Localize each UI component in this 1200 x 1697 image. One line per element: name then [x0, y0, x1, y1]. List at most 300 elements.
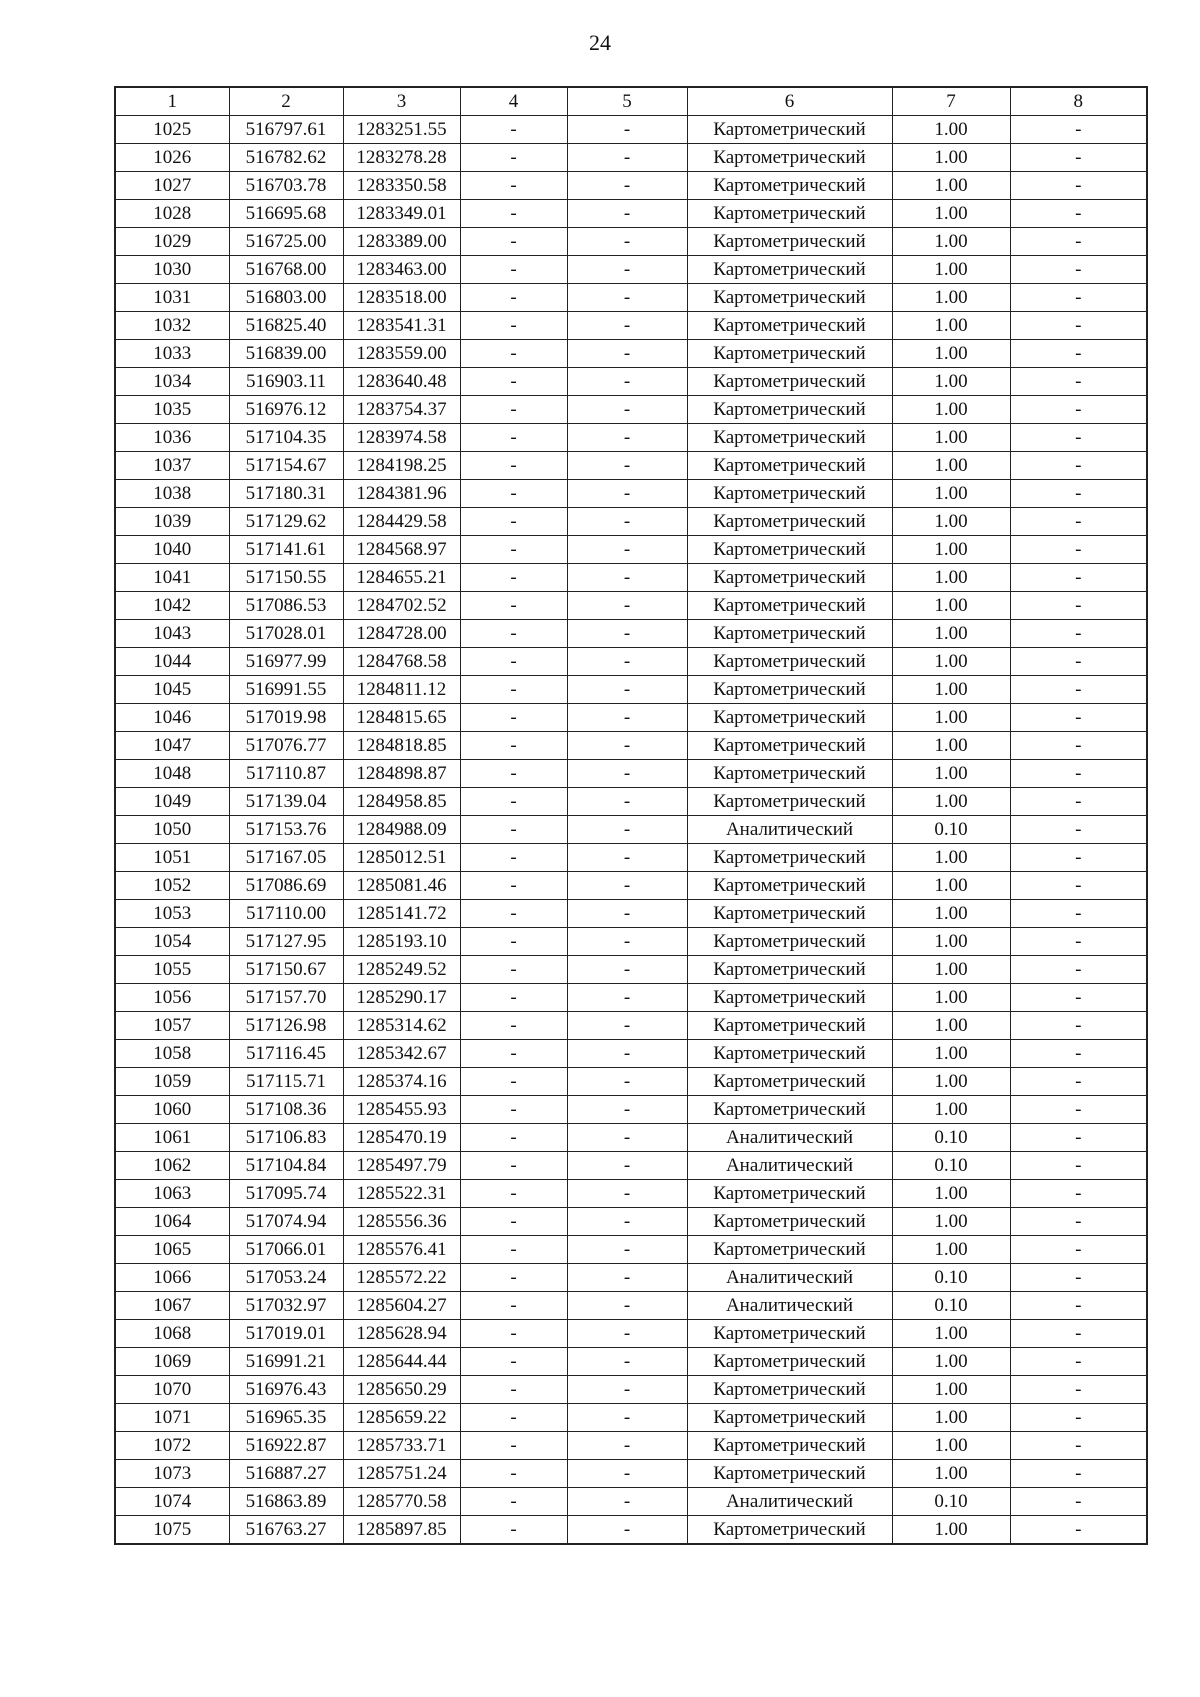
point-number-cell: 1070	[115, 1376, 229, 1404]
point-number-cell: 1046	[115, 704, 229, 732]
accuracy-cell: 1.00	[892, 284, 1010, 312]
column-8-cell: -	[1010, 1236, 1147, 1264]
column-4-cell: -	[460, 928, 567, 956]
column-4-cell: -	[460, 1012, 567, 1040]
table-row	[115, 312, 1147, 340]
column-4-cell: -	[460, 1152, 567, 1180]
x-coordinate-cell: 517127.95	[229, 928, 343, 956]
point-number-cell: 1025	[115, 116, 229, 144]
column-4-cell: -	[460, 760, 567, 788]
y-coordinate-cell: 1283518.00	[343, 284, 460, 312]
column-5-cell: -	[567, 424, 687, 452]
y-coordinate-cell: 1283754.37	[343, 396, 460, 424]
x-coordinate-cell: 517086.53	[229, 592, 343, 620]
method-cell: Картометрический	[687, 228, 892, 256]
column-8-cell: -	[1010, 144, 1147, 172]
accuracy-cell: 1.00	[892, 956, 1010, 984]
column-5-cell: -	[567, 620, 687, 648]
column-8-cell: -	[1010, 284, 1147, 312]
column-8-cell: -	[1010, 1180, 1147, 1208]
point-number-cell: 1047	[115, 732, 229, 760]
point-number-cell: 1053	[115, 900, 229, 928]
table-row	[115, 1040, 1147, 1068]
column-5-cell: -	[567, 900, 687, 928]
x-coordinate-cell: 516922.87	[229, 1432, 343, 1460]
point-number-cell: 1026	[115, 144, 229, 172]
point-number-cell: 1074	[115, 1488, 229, 1516]
x-coordinate-cell: 517076.77	[229, 732, 343, 760]
column-4-cell: -	[460, 1404, 567, 1432]
x-coordinate-cell: 517086.69	[229, 872, 343, 900]
accuracy-cell: 1.00	[892, 508, 1010, 536]
table-row	[115, 984, 1147, 1012]
method-cell: Картометрический	[687, 396, 892, 424]
y-coordinate-cell: 1285556.36	[343, 1208, 460, 1236]
x-coordinate-cell: 517104.35	[229, 424, 343, 452]
y-coordinate-cell: 1284811.12	[343, 676, 460, 704]
accuracy-cell: 1.00	[892, 1236, 1010, 1264]
point-number-cell: 1041	[115, 564, 229, 592]
table-row	[115, 536, 1147, 564]
y-coordinate-cell: 1284381.96	[343, 480, 460, 508]
y-coordinate-cell: 1285081.46	[343, 872, 460, 900]
page-number: 24	[589, 30, 611, 55]
column-header: 7	[892, 87, 1010, 116]
column-4-cell: -	[460, 368, 567, 396]
table-row	[115, 1096, 1147, 1124]
x-coordinate-cell: 517104.84	[229, 1152, 343, 1180]
column-8-cell: -	[1010, 368, 1147, 396]
column-4-cell: -	[460, 1460, 567, 1488]
x-coordinate-cell: 517141.61	[229, 536, 343, 564]
column-4-cell: -	[460, 452, 567, 480]
table-row	[115, 1292, 1147, 1320]
column-5-cell: -	[567, 200, 687, 228]
column-8-cell: -	[1010, 200, 1147, 228]
point-number-cell: 1059	[115, 1068, 229, 1096]
accuracy-cell: 1.00	[892, 340, 1010, 368]
table-row	[115, 480, 1147, 508]
column-8-cell: -	[1010, 116, 1147, 144]
table-row	[115, 816, 1147, 844]
method-cell: Картометрический	[687, 844, 892, 872]
y-coordinate-cell: 1285314.62	[343, 1012, 460, 1040]
x-coordinate-cell: 517053.24	[229, 1264, 343, 1292]
column-4-cell: -	[460, 872, 567, 900]
table-row	[115, 732, 1147, 760]
x-coordinate-cell: 517019.98	[229, 704, 343, 732]
x-coordinate-cell: 516887.27	[229, 1460, 343, 1488]
point-number-cell: 1055	[115, 956, 229, 984]
method-cell: Картометрический	[687, 1376, 892, 1404]
column-8-cell: -	[1010, 172, 1147, 200]
table-row	[115, 172, 1147, 200]
column-4-cell: -	[460, 200, 567, 228]
point-number-cell: 1073	[115, 1460, 229, 1488]
x-coordinate-cell: 516825.40	[229, 312, 343, 340]
x-coordinate-cell: 517110.00	[229, 900, 343, 928]
column-5-cell: -	[567, 452, 687, 480]
column-8-cell: -	[1010, 1264, 1147, 1292]
point-number-cell: 1032	[115, 312, 229, 340]
column-5-cell: -	[567, 788, 687, 816]
column-8-cell: -	[1010, 1012, 1147, 1040]
point-number-cell: 1064	[115, 1208, 229, 1236]
method-cell: Картометрический	[687, 1516, 892, 1545]
y-coordinate-cell: 1284988.09	[343, 816, 460, 844]
point-number-cell: 1029	[115, 228, 229, 256]
point-number-cell: 1056	[115, 984, 229, 1012]
method-cell: Картометрический	[687, 1180, 892, 1208]
column-5-cell: -	[567, 1376, 687, 1404]
table-row	[115, 368, 1147, 396]
x-coordinate-cell: 516797.61	[229, 116, 343, 144]
column-5-cell: -	[567, 844, 687, 872]
point-number-cell: 1062	[115, 1152, 229, 1180]
column-8-cell: -	[1010, 984, 1147, 1012]
x-coordinate-cell: 517108.36	[229, 1096, 343, 1124]
method-cell: Картометрический	[687, 480, 892, 508]
column-8-cell: -	[1010, 508, 1147, 536]
accuracy-cell: 1.00	[892, 676, 1010, 704]
point-number-cell: 1071	[115, 1404, 229, 1432]
method-cell: Картометрический	[687, 788, 892, 816]
accuracy-cell: 1.00	[892, 1432, 1010, 1460]
table-row	[115, 1320, 1147, 1348]
column-5-cell: -	[567, 396, 687, 424]
column-8-cell: -	[1010, 956, 1147, 984]
column-4-cell: -	[460, 1432, 567, 1460]
x-coordinate-cell: 517167.05	[229, 844, 343, 872]
method-cell: Картометрический	[687, 592, 892, 620]
column-4-cell: -	[460, 592, 567, 620]
column-4-cell: -	[460, 1320, 567, 1348]
y-coordinate-cell: 1285733.71	[343, 1432, 460, 1460]
accuracy-cell: 1.00	[892, 536, 1010, 564]
x-coordinate-cell: 516725.00	[229, 228, 343, 256]
y-coordinate-cell: 1285455.93	[343, 1096, 460, 1124]
table-row	[115, 1068, 1147, 1096]
column-8-cell: -	[1010, 1292, 1147, 1320]
column-5-cell: -	[567, 816, 687, 844]
accuracy-cell: 1.00	[892, 116, 1010, 144]
table-row	[115, 424, 1147, 452]
y-coordinate-cell: 1284702.52	[343, 592, 460, 620]
column-8-cell: -	[1010, 760, 1147, 788]
method-cell: Картометрический	[687, 1404, 892, 1432]
column-4-cell: -	[460, 508, 567, 536]
point-number-cell: 1066	[115, 1264, 229, 1292]
point-number-cell: 1043	[115, 620, 229, 648]
y-coordinate-cell: 1285604.27	[343, 1292, 460, 1320]
accuracy-cell: 1.00	[892, 620, 1010, 648]
column-4-cell: -	[460, 228, 567, 256]
table-row	[115, 788, 1147, 816]
y-coordinate-cell: 1284568.97	[343, 536, 460, 564]
column-4-cell: -	[460, 536, 567, 564]
x-coordinate-cell: 517095.74	[229, 1180, 343, 1208]
y-coordinate-cell: 1284198.25	[343, 452, 460, 480]
method-cell: Картометрический	[687, 1320, 892, 1348]
x-coordinate-cell: 516991.55	[229, 676, 343, 704]
y-coordinate-cell: 1285497.79	[343, 1152, 460, 1180]
y-coordinate-cell: 1285012.51	[343, 844, 460, 872]
column-5-cell: -	[567, 368, 687, 396]
accuracy-cell: 0.10	[892, 1292, 1010, 1320]
column-5-cell: -	[567, 1040, 687, 1068]
x-coordinate-cell: 517116.45	[229, 1040, 343, 1068]
method-cell: Картометрический	[687, 284, 892, 312]
table-row	[115, 956, 1147, 984]
column-5-cell: -	[567, 1236, 687, 1264]
accuracy-cell: 0.10	[892, 1124, 1010, 1152]
point-number-cell: 1061	[115, 1124, 229, 1152]
point-number-cell: 1033	[115, 340, 229, 368]
x-coordinate-cell: 517154.67	[229, 452, 343, 480]
y-coordinate-cell: 1285644.44	[343, 1348, 460, 1376]
column-4-cell: -	[460, 1292, 567, 1320]
method-cell: Аналитический	[687, 1264, 892, 1292]
column-8-cell: -	[1010, 648, 1147, 676]
method-cell: Картометрический	[687, 116, 892, 144]
method-cell: Картометрический	[687, 144, 892, 172]
accuracy-cell: 0.10	[892, 1488, 1010, 1516]
accuracy-cell: 1.00	[892, 648, 1010, 676]
column-8-cell: -	[1010, 1068, 1147, 1096]
column-5-cell: -	[567, 340, 687, 368]
method-cell: Картометрический	[687, 900, 892, 928]
x-coordinate-cell: 517074.94	[229, 1208, 343, 1236]
x-coordinate-cell: 516839.00	[229, 340, 343, 368]
x-coordinate-cell: 517019.01	[229, 1320, 343, 1348]
method-cell: Аналитический	[687, 816, 892, 844]
method-cell: Картометрический	[687, 1208, 892, 1236]
column-5-cell: -	[567, 508, 687, 536]
point-number-cell: 1051	[115, 844, 229, 872]
table-row	[115, 1516, 1147, 1545]
accuracy-cell: 1.00	[892, 1376, 1010, 1404]
method-cell: Картометрический	[687, 536, 892, 564]
column-8-cell: -	[1010, 1348, 1147, 1376]
table-row	[115, 1124, 1147, 1152]
accuracy-cell: 1.00	[892, 1208, 1010, 1236]
point-number-cell: 1036	[115, 424, 229, 452]
accuracy-cell: 1.00	[892, 1068, 1010, 1096]
y-coordinate-cell: 1284429.58	[343, 508, 460, 536]
method-cell: Картометрический	[687, 452, 892, 480]
accuracy-cell: 1.00	[892, 732, 1010, 760]
column-5-cell: -	[567, 1264, 687, 1292]
y-coordinate-cell: 1283349.01	[343, 200, 460, 228]
column-header: 5	[567, 87, 687, 116]
point-number-cell: 1049	[115, 788, 229, 816]
point-number-cell: 1072	[115, 1432, 229, 1460]
column-4-cell: -	[460, 676, 567, 704]
table-row	[115, 1208, 1147, 1236]
column-8-cell: -	[1010, 424, 1147, 452]
y-coordinate-cell: 1285342.67	[343, 1040, 460, 1068]
table-row	[115, 1376, 1147, 1404]
point-number-cell: 1038	[115, 480, 229, 508]
column-8-cell: -	[1010, 844, 1147, 872]
y-coordinate-cell: 1285290.17	[343, 984, 460, 1012]
column-5-cell: -	[567, 312, 687, 340]
y-coordinate-cell: 1284815.65	[343, 704, 460, 732]
column-4-cell: -	[460, 1264, 567, 1292]
x-coordinate-cell: 517180.31	[229, 480, 343, 508]
column-header: 2	[229, 87, 343, 116]
y-coordinate-cell: 1285522.31	[343, 1180, 460, 1208]
table-row	[115, 200, 1147, 228]
x-coordinate-cell: 516803.00	[229, 284, 343, 312]
accuracy-cell: 0.10	[892, 816, 1010, 844]
column-5-cell: -	[567, 704, 687, 732]
y-coordinate-cell: 1285572.22	[343, 1264, 460, 1292]
column-8-cell: -	[1010, 312, 1147, 340]
table-row	[115, 256, 1147, 284]
column-8-cell: -	[1010, 1208, 1147, 1236]
point-number-cell: 1045	[115, 676, 229, 704]
y-coordinate-cell: 1283559.00	[343, 340, 460, 368]
column-5-cell: -	[567, 760, 687, 788]
accuracy-cell: 1.00	[892, 256, 1010, 284]
column-8-cell: -	[1010, 900, 1147, 928]
column-8-cell: -	[1010, 564, 1147, 592]
table-row	[115, 620, 1147, 648]
x-coordinate-cell: 517157.70	[229, 984, 343, 1012]
point-number-cell: 1057	[115, 1012, 229, 1040]
column-4-cell: -	[460, 284, 567, 312]
method-cell: Картометрический	[687, 984, 892, 1012]
accuracy-cell: 1.00	[892, 200, 1010, 228]
method-cell: Картометрический	[687, 1236, 892, 1264]
accuracy-cell: 1.00	[892, 452, 1010, 480]
x-coordinate-cell: 516991.21	[229, 1348, 343, 1376]
accuracy-cell: 1.00	[892, 844, 1010, 872]
y-coordinate-cell: 1283278.28	[343, 144, 460, 172]
point-number-cell: 1035	[115, 396, 229, 424]
method-cell: Картометрический	[687, 872, 892, 900]
column-5-cell: -	[567, 928, 687, 956]
accuracy-cell: 0.10	[892, 1152, 1010, 1180]
column-4-cell: -	[460, 1068, 567, 1096]
coordinates-table	[114, 86, 1148, 1545]
table-row	[115, 1236, 1147, 1264]
accuracy-cell: 1.00	[892, 368, 1010, 396]
column-5-cell: -	[567, 1152, 687, 1180]
accuracy-cell: 1.00	[892, 1516, 1010, 1545]
column-5-cell: -	[567, 256, 687, 284]
y-coordinate-cell: 1283251.55	[343, 116, 460, 144]
x-coordinate-cell: 516763.27	[229, 1516, 343, 1545]
column-8-cell: -	[1010, 1516, 1147, 1545]
column-4-cell: -	[460, 844, 567, 872]
method-cell: Аналитический	[687, 1152, 892, 1180]
accuracy-cell: 1.00	[892, 480, 1010, 508]
column-8-cell: -	[1010, 732, 1147, 760]
method-cell: Картометрический	[687, 704, 892, 732]
point-number-cell: 1052	[115, 872, 229, 900]
column-8-cell: -	[1010, 1432, 1147, 1460]
method-cell: Картометрический	[687, 928, 892, 956]
y-coordinate-cell: 1285193.10	[343, 928, 460, 956]
point-number-cell: 1063	[115, 1180, 229, 1208]
column-8-cell: -	[1010, 1124, 1147, 1152]
column-8-cell: -	[1010, 1404, 1147, 1432]
column-4-cell: -	[460, 648, 567, 676]
table-row	[115, 592, 1147, 620]
column-8-cell: -	[1010, 788, 1147, 816]
y-coordinate-cell: 1283974.58	[343, 424, 460, 452]
point-number-cell: 1042	[115, 592, 229, 620]
accuracy-cell: 1.00	[892, 788, 1010, 816]
column-4-cell: -	[460, 732, 567, 760]
column-8-cell: -	[1010, 592, 1147, 620]
table-row	[115, 1432, 1147, 1460]
column-5-cell: -	[567, 1292, 687, 1320]
table-row	[115, 228, 1147, 256]
table-row	[115, 928, 1147, 956]
column-8-cell: -	[1010, 452, 1147, 480]
table-row	[115, 144, 1147, 172]
column-4-cell: -	[460, 116, 567, 144]
y-coordinate-cell: 1283541.31	[343, 312, 460, 340]
x-coordinate-cell: 516782.62	[229, 144, 343, 172]
method-cell: Картометрический	[687, 1432, 892, 1460]
table-row	[115, 1348, 1147, 1376]
x-coordinate-cell: 516768.00	[229, 256, 343, 284]
point-number-cell: 1037	[115, 452, 229, 480]
column-8-cell: -	[1010, 1152, 1147, 1180]
accuracy-cell: 1.00	[892, 1348, 1010, 1376]
accuracy-cell: 1.00	[892, 228, 1010, 256]
x-coordinate-cell: 517139.04	[229, 788, 343, 816]
method-cell: Картометрический	[687, 172, 892, 200]
point-number-cell: 1034	[115, 368, 229, 396]
column-5-cell: -	[567, 1124, 687, 1152]
point-number-cell: 1068	[115, 1320, 229, 1348]
y-coordinate-cell: 1284728.00	[343, 620, 460, 648]
x-coordinate-cell: 517115.71	[229, 1068, 343, 1096]
method-cell: Картометрический	[687, 424, 892, 452]
table-row	[115, 900, 1147, 928]
table-row	[115, 284, 1147, 312]
method-cell: Картометрический	[687, 648, 892, 676]
column-4-cell: -	[460, 900, 567, 928]
column-4-cell: -	[460, 1236, 567, 1264]
accuracy-cell: 1.00	[892, 984, 1010, 1012]
method-cell: Картометрический	[687, 956, 892, 984]
column-8-cell: -	[1010, 536, 1147, 564]
accuracy-cell: 1.00	[892, 564, 1010, 592]
point-number-cell: 1067	[115, 1292, 229, 1320]
column-5-cell: -	[567, 228, 687, 256]
table-row	[115, 648, 1147, 676]
y-coordinate-cell: 1285470.19	[343, 1124, 460, 1152]
method-cell: Картометрический	[687, 312, 892, 340]
method-cell: Картометрический	[687, 1012, 892, 1040]
column-5-cell: -	[567, 592, 687, 620]
column-5-cell: -	[567, 1516, 687, 1545]
column-8-cell: -	[1010, 872, 1147, 900]
accuracy-cell: 0.10	[892, 1264, 1010, 1292]
accuracy-cell: 1.00	[892, 1180, 1010, 1208]
table-row	[115, 844, 1147, 872]
y-coordinate-cell: 1283640.48	[343, 368, 460, 396]
column-header: 3	[343, 87, 460, 116]
column-5-cell: -	[567, 536, 687, 564]
table-row	[115, 676, 1147, 704]
